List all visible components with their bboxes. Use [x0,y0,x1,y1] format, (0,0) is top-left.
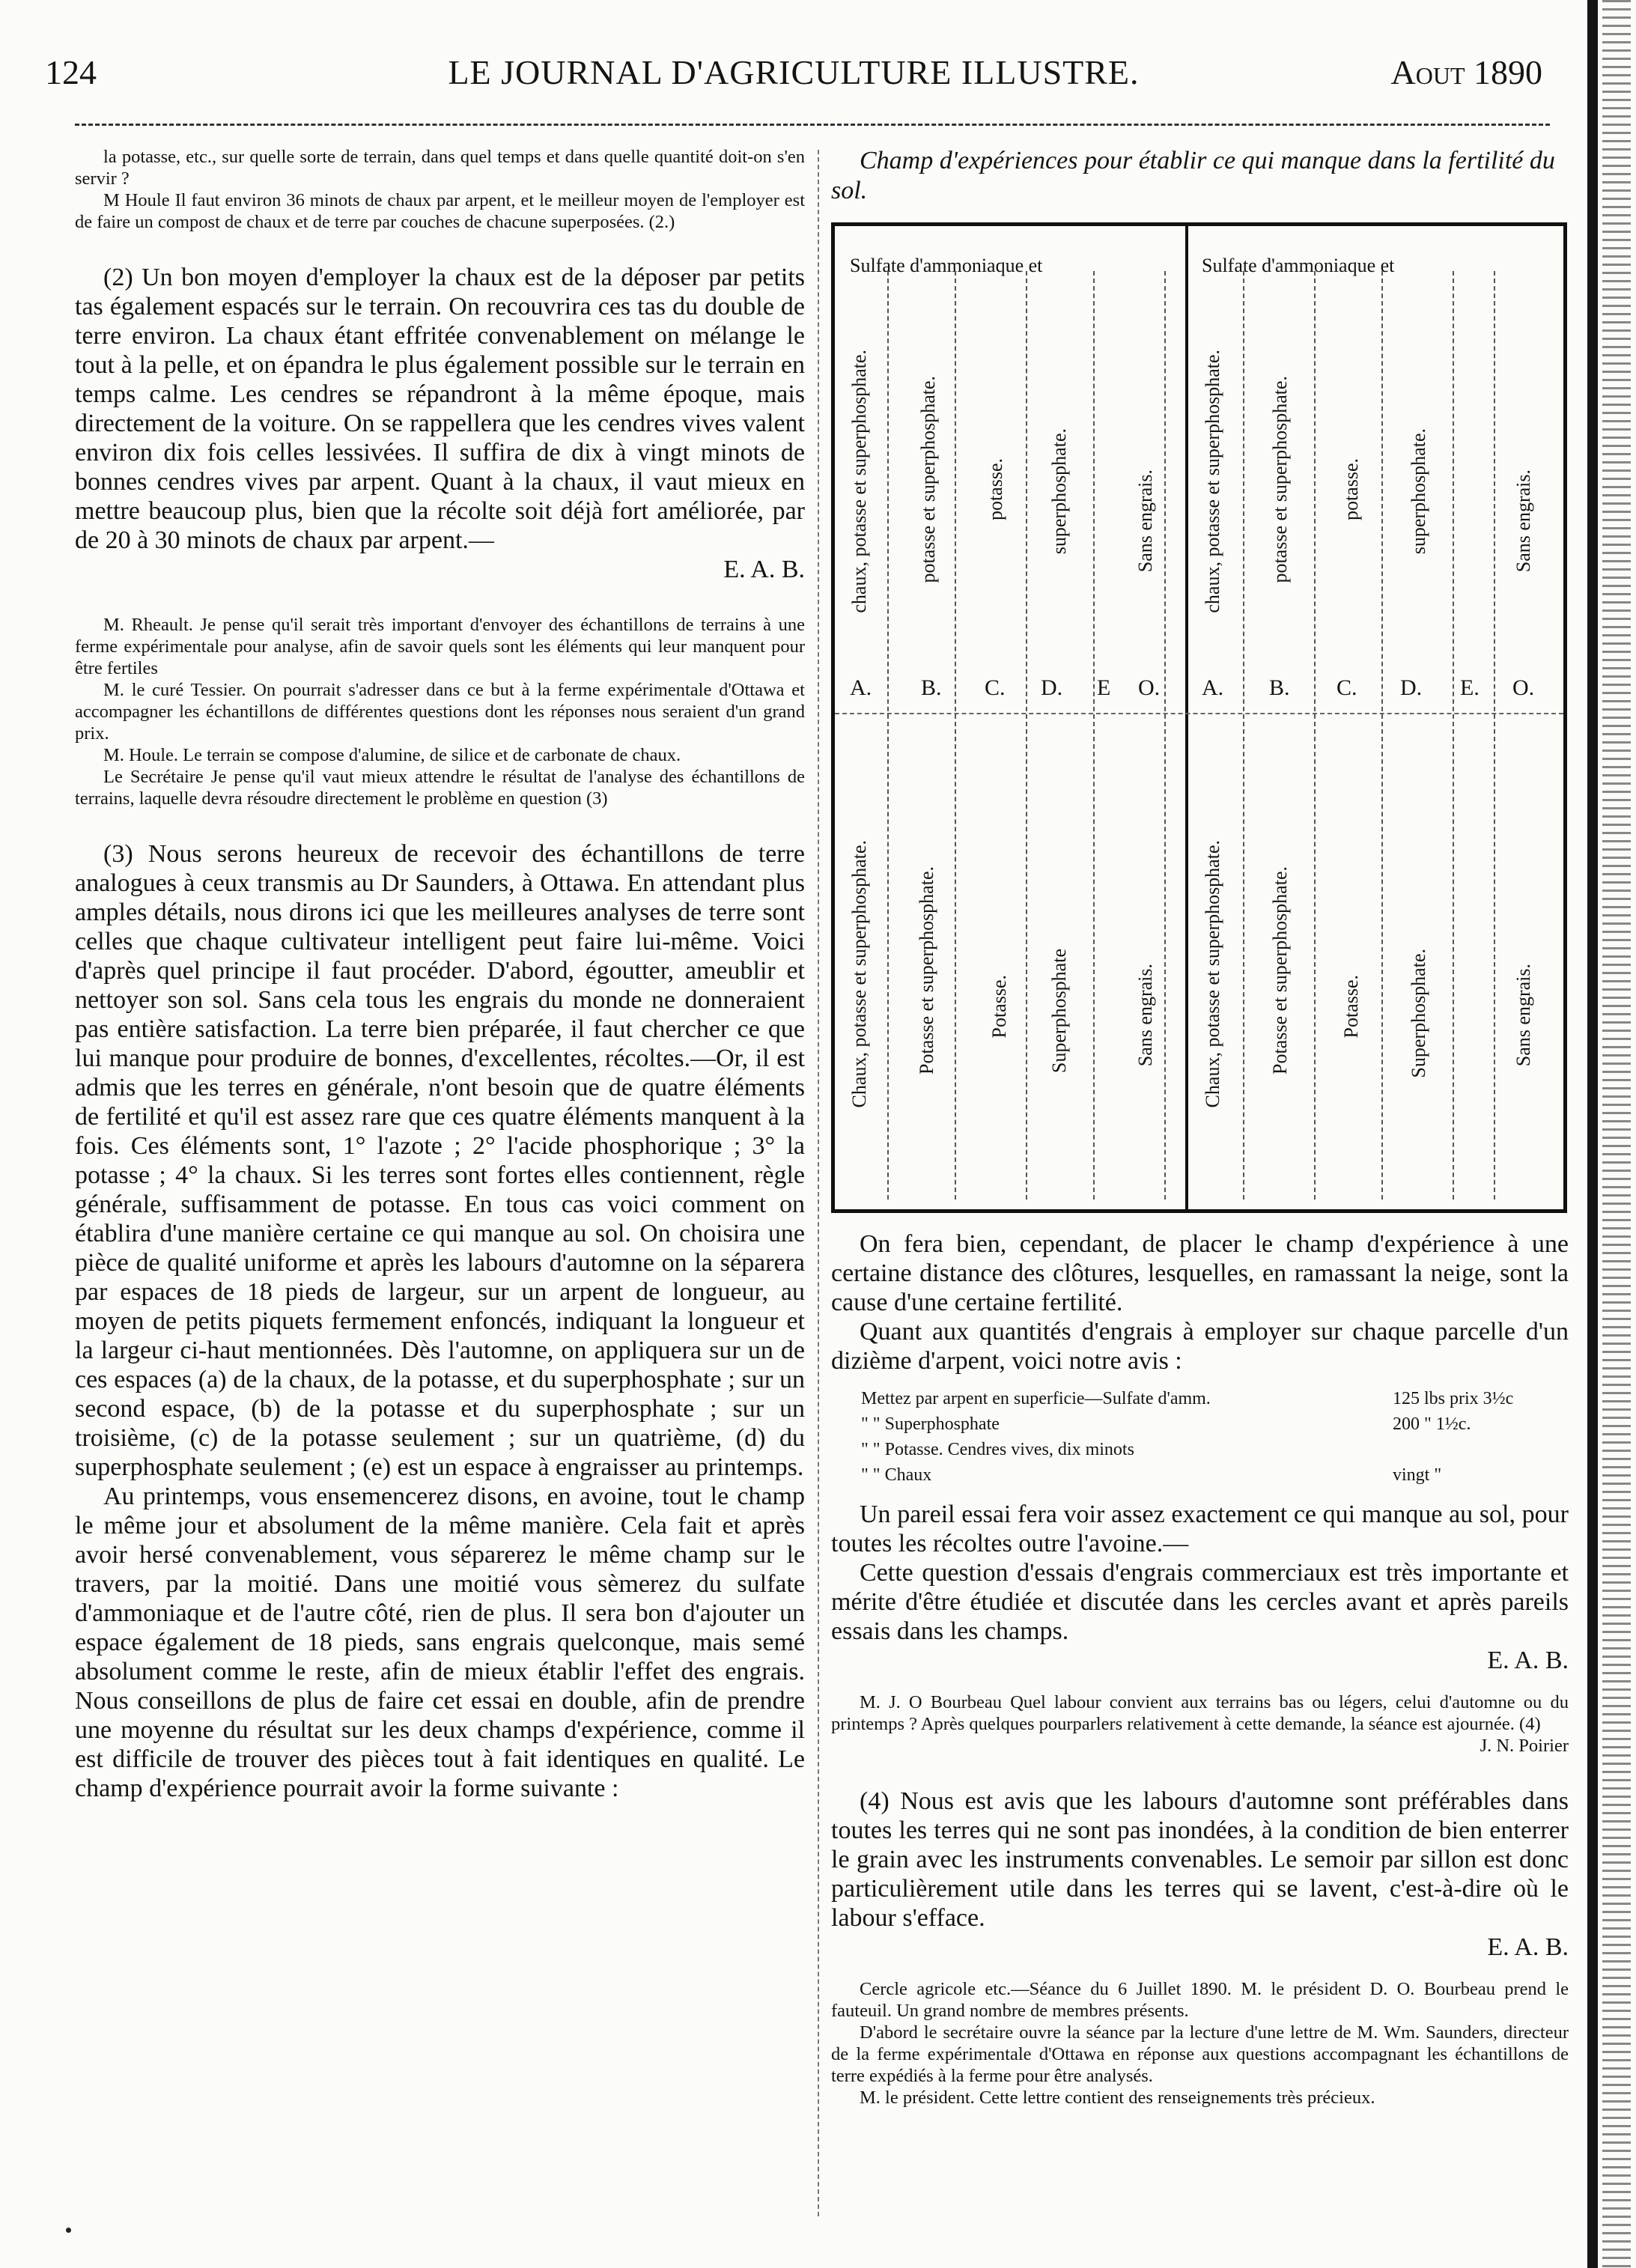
plot-label: potasse. [985,458,1006,521]
plot-letter: D. [1041,675,1063,700]
plot-boundary [1026,271,1027,1200]
paragraph: On fera bien, cependant, de placer le champ d'expérience à une certaine distance des clôtures, lesquelles, en ramassant la neige, sont la cause d'une certaine fertilité. [831,1230,1569,1316]
signature: E. A. B. [1487,1647,1569,1674]
prescription-amount: vingt " [1393,1465,1442,1485]
table-caption: Champ d'expériences pour établir ce qui manque dans la fertilité du sol. [831,147,1555,204]
plot-letter: A. [1202,675,1224,700]
paragraph: M Houle Il faut environ 36 minots de chaux par arpent, et le meilleur moyen de l'employer est de faire un compost de chaux et de terre par couches de chacune superposées. (2.) [75,190,805,232]
paragraph: Cette question d'essais d'engrais commerciaux est très importante et mérite d'être étudiée et discutée dans les cercles avant et après pareils essais dans les champs. [831,1559,1569,1645]
signature: J. N. Poirier [1480,1736,1569,1756]
plot-label: potasse. [1340,458,1362,521]
plot-letter: C. [1337,675,1357,700]
paragraph: Un pareil essai fera voir assez exactement ce qui manque au sol, pour toutes les récoltes outre l'avoine.— [831,1501,1569,1557]
paragraph: Quant aux quantités d'engrais à employer sur chaque parcelle d'un dizième d'arpent, voici notre avis : [831,1318,1569,1375]
signature: E. A. B. [1487,1933,1569,1961]
plot-letter: O. [1138,675,1161,700]
plot-boundary [1164,271,1166,1200]
plot-label: potasse et superphosphate. [1269,376,1291,583]
prescription-amount: 125 lbs prix 3½c [1393,1389,1514,1408]
plot-label: chaux, potasse et superphosphate. [1202,350,1223,613]
plot-letter: A. [850,675,872,700]
prescription-line: Mettez par arpent en superficie—Sulfate d'amm. [861,1389,1211,1408]
page-edge-bar [1587,0,1598,2268]
paragraph: M. Rheault. Je pense qu'il serait très important d'envoyer des échantillons de terrains à une ferme expérimentale pour analyse, afin de savoir quels sont les éléments qui leur manquent pour être fertiles [75,615,805,678]
plot-letter: C. [985,675,1006,700]
plot-label: Potasse et superphosphate. [1269,866,1291,1075]
experiment-field-diagram [831,222,1567,1213]
plot-label: Potasse. [988,975,1010,1039]
paragraph: M. le président. Cette lettre contient des renseignements très précieux. [860,2088,1375,2108]
prescription-amount: 200 " 1½c. [1393,1414,1471,1434]
plot-boundary [1243,271,1244,1200]
paragraph: M. J. O Bourbeau Quel labour convient aux terrains bas ou légers, celui d'automne ou du printemps ? Après quelques pourparlers relativement à cette demande, la séance est ajournée. (4) [831,1692,1569,1734]
plot-letter: O. [1512,675,1535,700]
plot-letter: D. [1400,675,1423,700]
plot-boundary [955,271,956,1200]
page-header [45,52,1542,105]
plot-label: Sans engrais. [1134,964,1156,1067]
plot-letter: B. [921,675,942,700]
plot-label: Superphosphate [1048,949,1070,1074]
plot-letter: E. [1460,675,1480,700]
plot-letter: B. [1269,675,1290,700]
plot-boundary [1093,271,1095,1200]
plot-label: potasse et superphosphate. [917,376,939,583]
footnote-paragraph: (4) Nous est avis que les labours d'automne sont préférables dans toutes les terres qui ne sont pas inondées, à la condition de bien enterrer le grain avec les instruments convenables. Le semoir par sillon est donc particulièrement utile dans les terres qui se lavent, c'est-à-dire où le labour s'efface. [831,1787,1569,1932]
diagram-middle-line [1185,226,1188,1209]
plot-label: Chaux, potasse et superphosphate. [848,840,870,1108]
plot-boundary [1453,271,1454,1200]
paragraph: Au printemps, vous ensemencerez disons, en avoine, tout le champ le même jour et absolument de la même manière. Cela fait et après avoir hersé convenablement, vous séparerez le même champ sur le travers, par la moitié. Dans une moitié vous sèmerez du sulfate d'ammoniaque et de l'autre côté, rien de plus. Il sera bon d'ajouter un espace également de 18 pieds, sans engrais quelconque, mais semé absolument comme le reste, afin de mieux établir l'effet des engrais. Nous conseillons de plus de faire cet essai en double, afin de prendre une moyenne du résultat sur les deux champs d'expérience, comme il est difficile de trouver des pièces tout à fait identiques en qualité. Le champ d'expérience pourrait avoir la forme suivante : [75,1483,805,1802]
left-column [75,146,805,1803]
plot-label: Superphosphate. [1408,949,1429,1078]
journal-title: LE JOURNAL D'AGRICULTURE ILLUSTRE. [448,53,1140,91]
plot-boundary [1494,271,1495,1200]
plot-label: Sans engrais. [1512,469,1534,573]
page-number: 124 [45,53,97,91]
paragraph: Cercle agricole etc.—Séance du 6 Juillet 1890. M. le président D. O. Bourbeau prend le fauteuil. Un grand nombre de membres présents. [831,1979,1569,2021]
paragraph: la potasse, etc., sur quelle sorte de terrain, dans quel temps et dans quelle quantité doit-on s'en servir ? [75,147,805,189]
prescription-line: " " Superphosphate [861,1414,1000,1434]
plot-label: Potasse. [1340,975,1362,1039]
column-separator [818,150,819,2216]
ink-dot [66,2228,71,2233]
page-edge-hatch [1602,0,1631,2268]
plot-label: Chaux, potasse et superphosphate. [1202,840,1223,1108]
footnote-paragraph: (2) Un bon moyen d'employer la chaux est de la déposer par petits tas également espacés sur le terrain. On recouvrira ces tas du double de terre environ. La chaux étant effritée convenablement on mélange le tout à la pelle, et on épandra le plus également possible sur le terrain en temps calme. Les cendres se répandront à la même époque, mais directement de la voiture. On se rappellera que les cendres vives valent environ dix fois celles lessivées. Il suffira de dix à vingt minots de bonnes cendres vives par arpent. Quant à la chaux, il vaut mieux en mettre beaucoup plus, bien que la récolte soit déjà fort améliorée, par de 20 à 30 minots de chaux par arpent.— [75,264,805,554]
plot-boundary [1381,271,1383,1200]
signature: E. A. B. [723,556,805,583]
paragraph: Le Secrétaire Je pense qu'il vaut mieux attendre le résultat de l'analyse des échantillons de terrains, laquelle devra résoudre directement le problème en question (3) [75,767,805,809]
right-column [831,146,1569,2109]
prescription-list [831,1381,1569,1494]
footnote-paragraph: (3) Nous serons heureux de recevoir des échantillons de terre analogues à ceux transmis au Dr Saunders, à Ottawa. En attendant plus amples détails, nous dirons ici que les meilleures analyses de terre sont celles que chaque cultivateur intelligent peut faire lui-même. Voici d'après quel principe il faut procéder. D'abord, égoutter, ameublir et nettoyer son sol. Sans cela tous les engrais du monde ne donneraient pas entière satisfaction. La terre bien préparée, il faut chercher ce que lui manque pour produire de bonnes, d'excellentes, récoltes.—Or, il est admis que les terres en générale, n'ont besoin que de quatre éléments de fertilité et qu'il est assez rare que ces quatre éléments manquent à la fois. Ces éléments sont, 1° l'azote ; 2° l'acide phosphorique ; 3° la potasse ; 4° la chaux. Si les terres sont fortes elles contiennent, règle générale, suffisamment de potasse. En tous cas voici comment on établira d'une manière certaine ce qui manque au sol. On choisira une pièce de qualité uniforme et après les labours d'automne on la séparera par espaces de 18 pieds de largeur, sur un arpent de longueur, au moyen de petits piquets fermement enfoncés, indiquant la longueur et la largeur ci-haut mentionnées. Dès l'automne, on appliquera sur un de ces espaces (a) de la chaux, de la potasse, et du superphosphate ; sur un second espace, (b) de la potasse et du superphosphate ; sur un troisième, (c) de la potasse seulement ; sur un quatrième, (d) du superphosphate seulement ; (e) est un espace à engraisser au printemps. [75,840,805,1481]
plot-label: superphosphate. [1408,428,1429,555]
plot-label: chaux, potasse et superphosphate. [848,350,870,613]
header-rule [75,124,1550,126]
prescription-line: " " Chaux [861,1465,932,1485]
prescription-line: " " Potasse. Cendres vives, dix minots [861,1440,1134,1459]
header-left: Sulfate d'ammoniaque et [850,255,1043,276]
diagram-divider [835,713,1563,714]
paragraph: D'abord le secrétaire ouvre la séance par la lecture d'une lettre de M. Wm. Saunders, directeur de la ferme expérimentale d'Ottawa en réponse aux questions accompagnant les échantillons de terre expédiés à la ferme pour être analysés. [831,2022,1569,2086]
plot-label: Sans engrais. [1512,964,1534,1067]
paragraph: M. le curé Tessier. On pourrait s'adresser dans ce but à la ferme expérimentale d'Ottawa et accompagner les échantillons de différentes questions dont les réponses nous seraient d'un grand prix. [75,680,805,744]
plot-label: superphosphate. [1048,428,1070,555]
plot-label: Sans engrais. [1134,469,1156,573]
plot-label: Potasse et superphosphate. [916,866,937,1075]
plot-letter: E [1097,675,1111,700]
plot-boundary [1314,271,1316,1200]
header-right: Sulfate d'ammoniaque et [1202,255,1395,276]
plot-boundary [887,271,889,1200]
issue-date: Aout 1890 [1390,53,1542,91]
paragraph: M. Houle. Le terrain se compose d'alumine, de silice et de carbonate de chaux. [103,745,681,765]
